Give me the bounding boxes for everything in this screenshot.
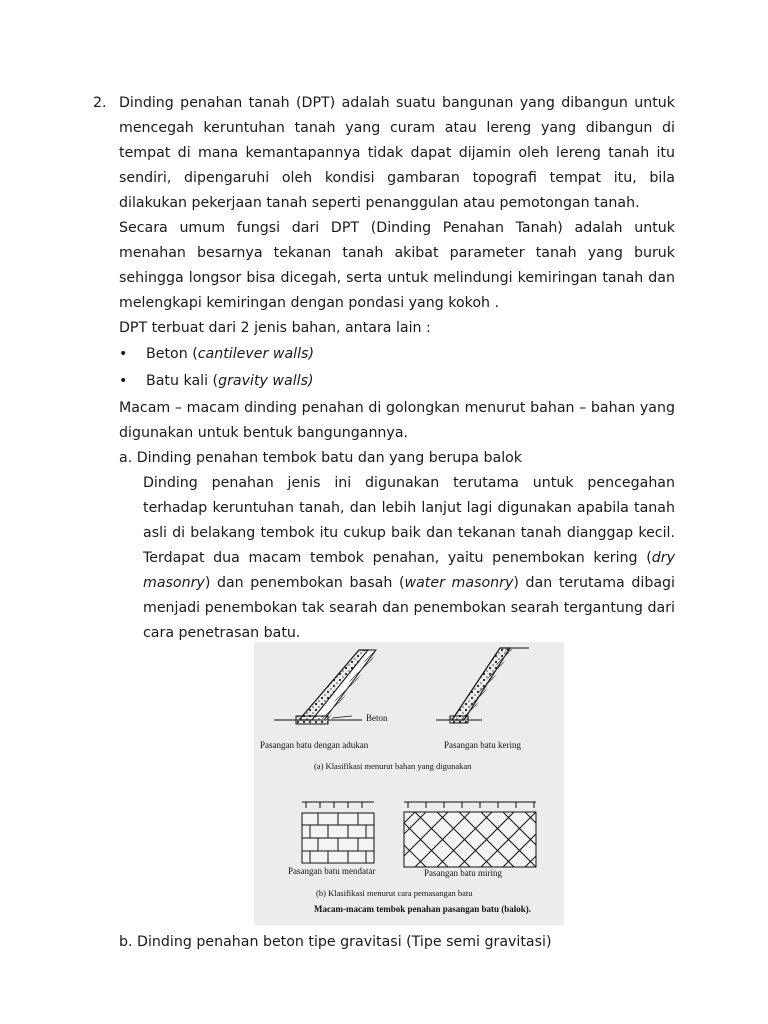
section-a-body: Dinding penahan jenis ini digunakan terutama untuk pencegahan terhadap keruntuhan tanah, dan lebih lanjut lagi digunakan apabila tanah asli di belakang tembok itu cukup baik dan tekanan tanah dianggap kecil. Terdapat dua macam tembok penahan, yaitu penembokan kering (dry masonry) dan penembokan basah (water masonry) dan terutama dibagi menjadi penembokan tak searah dan penembokan searah tergantung dari cara penetrasan batu. [143, 475, 675, 641]
mortar-masonry-wall-drawing [274, 650, 376, 724]
label-dry-masonry: Pasangan batu kering [444, 740, 521, 750]
label-diagonal: Pasangan batu miring [424, 868, 502, 878]
bullet-dot: • [119, 373, 128, 389]
caption-a: (a) Klasifikasi menurut bahan yang digunakan [314, 761, 472, 771]
list-item-content [119, 91, 675, 646]
dry-masonry-wall-drawing [436, 648, 529, 723]
label-beton: Beton [366, 713, 388, 723]
caption-b: (b) Klasifikasi menurut cara pemasangan batu [316, 888, 473, 898]
list-number: 2. [93, 95, 107, 111]
bullet-text: Beton (cantilever walls) [146, 346, 314, 362]
section-a-heading: a. Dinding penahan tembok batu dan yang berupa balok [119, 450, 523, 466]
paragraph-dpt-definition: Dinding penahan tanah (DPT) adalah suatu bangunan yang dibangun untuk mencegah keruntuhan tanah yang curam atau lereng yang dibangun di tempat di mana kemantapannya tidak dapat dijamin oleh lereng tanah itu sendiri, dipengaruhi oleh kondisi gambaran topografi tempat itu, bila dilakukan pekerjaan tanah seperti penanggulan atau pemotongan tanah. [119, 95, 675, 211]
caption-main: Macam-macam tembok penahan pasangan batu (balok). [314, 904, 532, 914]
paragraph-wall-types: Macam – macam dinding penahan di golongkan menurut bahan – bahan yang digunakan untuk bentuk bangungannya. [119, 400, 675, 441]
horizontal-courses-drawing [302, 802, 374, 863]
masonry-wall-figure [254, 642, 564, 925]
bullet-beton [119, 342, 675, 367]
label-horizontal: Pasangan batu mendatar [288, 866, 376, 876]
bullet-batu-kali [119, 369, 675, 394]
paragraph-dpt-materials: DPT terbuat dari 2 jenis bahan, antara lain : [119, 320, 431, 336]
diagonal-courses-drawing [404, 802, 536, 867]
label-mortar-masonry: Pasangan batu dengan adukan [260, 740, 369, 750]
bullet-dot: • [119, 346, 128, 362]
section-b-heading: b. Dinding penahan beton tipe gravitasi (Tipe semi gravitasi) [119, 934, 552, 950]
paragraph-dpt-function: Secara umum fungsi dari DPT (Dinding Penahan Tanah) adalah untuk menahan besarnya tekanan tanah akibat parameter tanah yang buruk sehingga longsor bisa dicegah, serta untuk melindungi kemiringan tanah dan melengkapi kemiringan dengan pondasi yang kokoh . [119, 220, 675, 311]
bullet-text: Batu kali (gravity walls) [146, 373, 314, 389]
